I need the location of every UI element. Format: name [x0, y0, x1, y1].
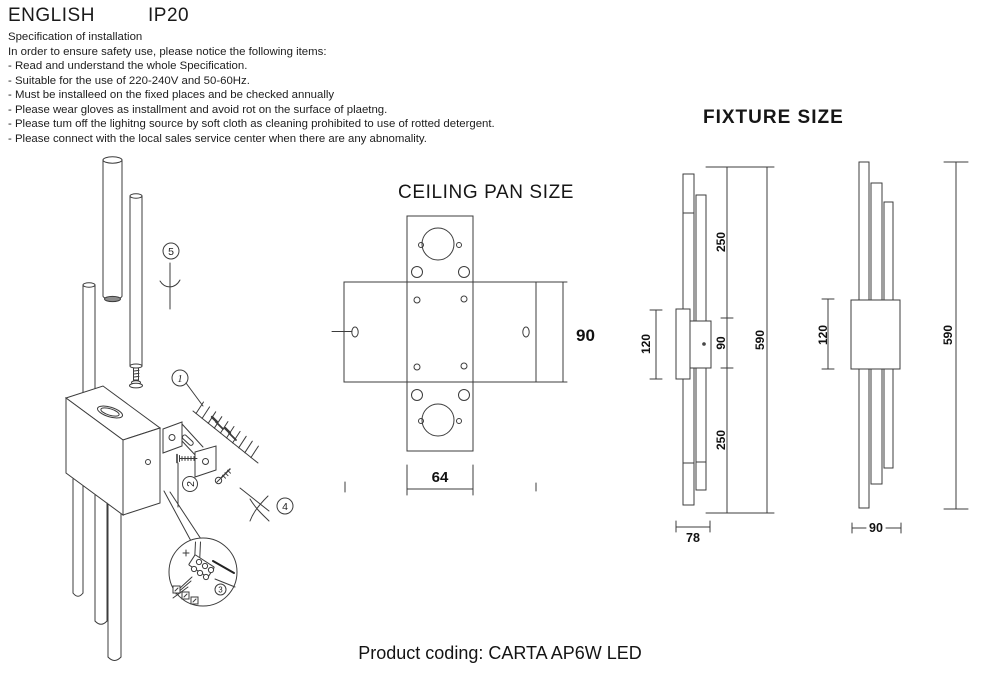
installation-diagram [60, 150, 310, 670]
dim-label-front-body: 120 [816, 324, 830, 346]
dim-label-side-body: 120 [639, 333, 653, 355]
step-marker-3 [215, 584, 226, 595]
pan-horizontal-plate [344, 282, 536, 382]
bracket-screw-diagonal [215, 469, 230, 484]
spec-intro: In order to ensure safety use, please notice the following items: [8, 45, 327, 58]
dim-label-upper-tube: 250 [714, 231, 728, 253]
upper-tube-large [103, 157, 122, 302]
spec-item: - Please tum off the lighitng source by soft cloth as cleaning prohibited to use of rotted detergent. [8, 118, 495, 131]
pan-width-dimension [345, 465, 536, 495]
ip-rating-label: IP20 [148, 5, 190, 26]
dim-label-depth: 78 [686, 531, 700, 545]
step-marker-4 [277, 498, 293, 514]
fixture-side-view [636, 160, 786, 560]
fixture-front-view [818, 155, 983, 555]
upper-tube-with-screw [130, 194, 143, 388]
lamp-body-box [66, 386, 160, 515]
ceiling-pan-title: CEILING PAN SIZE [398, 182, 575, 203]
pan-vertical-plate [407, 216, 473, 451]
front-body [851, 300, 900, 369]
language-label: ENGLISH [8, 5, 95, 26]
dim-label-body-gap: 90 [714, 336, 728, 350]
mounting-bracket [163, 422, 216, 477]
bracket-screw-horizontal [177, 455, 197, 463]
pan-holes-middle [332, 296, 529, 370]
side-body-height-dimension [639, 310, 662, 379]
side-total-dimension [753, 167, 767, 513]
front-body-height-dimension [816, 299, 834, 369]
step-4-label: 4 [282, 500, 288, 513]
dim-label-pan-height: 90 [576, 326, 595, 345]
step-5-label: 5 [168, 245, 174, 258]
pan-height-dimension [536, 282, 595, 382]
spec-item: - Please wear gloves as installment and avoid rot on the surface of plaetng. [8, 103, 388, 116]
dim-label-lower-tube: 250 [714, 429, 728, 451]
spec-item: - Suitable for the use of 220-240V and 50-60Hz. [8, 74, 250, 87]
front-total-dimension [941, 162, 968, 509]
spec-item: - Read and understand the whole Specification. [8, 60, 248, 73]
dim-label-front-total: 590 [941, 324, 955, 346]
fixture-size-title: FIXTURE SIZE [703, 107, 844, 128]
step-1-label: 1 [177, 374, 183, 385]
step-3-label: 3 [218, 585, 223, 595]
rotation-arrow [160, 263, 180, 309]
product-coding: Product coding: CARTA AP6W LED [358, 643, 642, 663]
spec-item: - Please connect with the local sales service center when there are any abnomality. [8, 132, 427, 145]
step-marker-5 [163, 243, 179, 259]
ceiling-pan-drawing [330, 180, 610, 500]
wiring-detail-callout [164, 491, 237, 606]
upper-tube-rear [83, 283, 95, 393]
side-depth-dimension [676, 521, 710, 545]
dim-label-side-total: 590 [753, 329, 767, 351]
step-marker-1 [172, 370, 203, 406]
spec-item: - Must be installeed on the fixed places and be checked annually [8, 89, 335, 102]
dim-label-front-width: 90 [869, 521, 883, 535]
specification-block [8, 30, 568, 146]
step-2-label: 2 [184, 481, 197, 487]
spec-title: Specification of installation [8, 31, 143, 43]
pan-holes-bottom [412, 390, 470, 437]
dim-label-pan-width: 64 [431, 469, 449, 486]
pan-holes-top [412, 228, 470, 278]
front-width-dimension [852, 521, 901, 535]
